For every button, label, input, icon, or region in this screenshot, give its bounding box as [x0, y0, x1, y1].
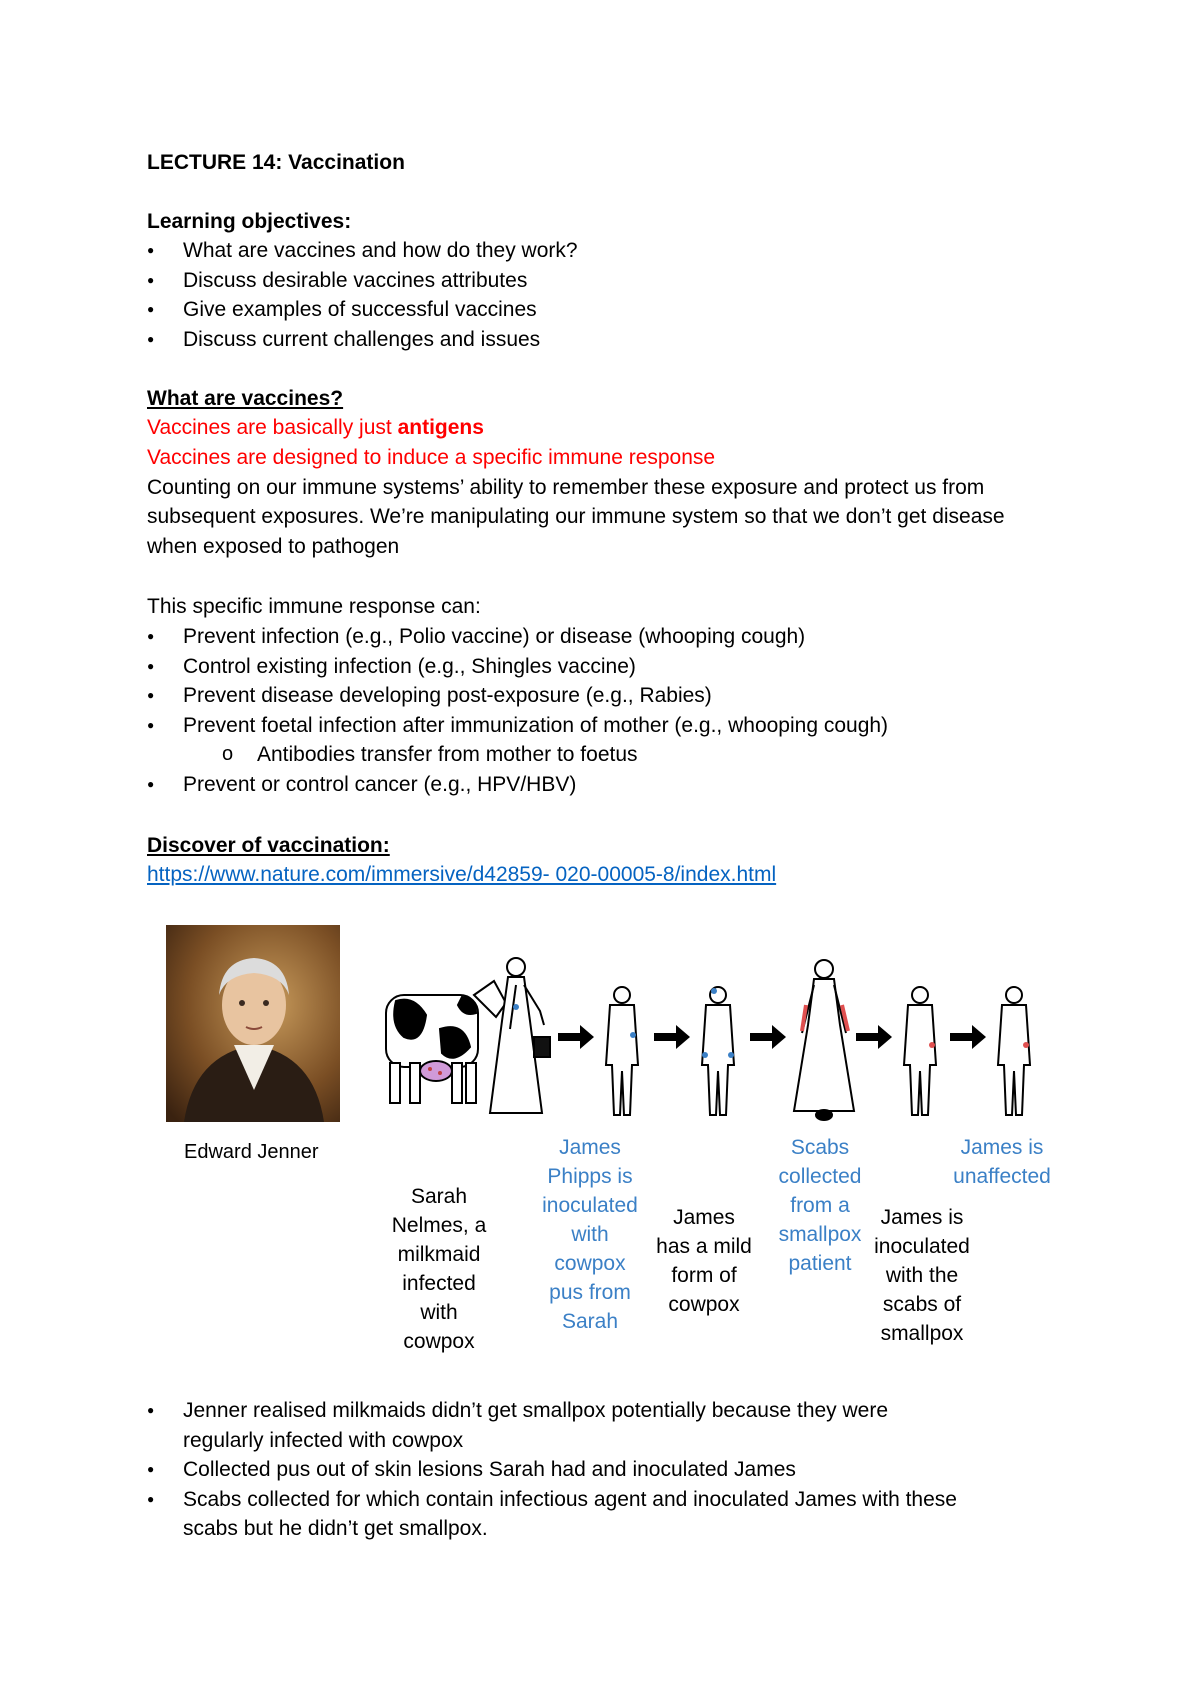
james-figure-4	[998, 987, 1030, 1115]
red-statement-1-text: Vaccines are basically just	[147, 416, 398, 439]
sub-list-item: o Antibodies transfer from mother to foetus	[110, 740, 888, 770]
caption-mild-cowpox: James has a mild form of cowpox	[656, 1206, 752, 1316]
list-item: ● What are vaccines and how do they work?	[110, 236, 578, 266]
james-figure-1	[606, 987, 638, 1115]
red-statement-2: Vaccines are designed to induce a specific immune response	[147, 446, 716, 469]
list-item: ● Prevent infection (e.g., Polio vaccine) or disease (whooping cough)	[110, 622, 888, 652]
red-statement-1	[147, 413, 484, 443]
portrait-caption: Edward Jenner	[184, 1141, 319, 1163]
section-heading-what: What are vaccines?	[147, 387, 344, 410]
antigens-emphasis: antigens	[397, 416, 484, 439]
james-figure-2	[702, 987, 734, 1115]
caption-scabs-collected: Scabs collected from a smallpox patient	[778, 1136, 862, 1275]
response-intro: This specific immune response can:	[147, 595, 481, 618]
summary-list	[110, 1396, 957, 1544]
page-title: LECTURE 14: Vaccination	[147, 151, 405, 174]
list-item: ● Prevent foetal infection after immunization of mother (e.g., whooping cough)	[110, 711, 888, 741]
paragraph-line: when exposed to pathogen	[147, 535, 400, 558]
jenner-figure	[164, 925, 1064, 1353]
milkmaid-figure	[490, 958, 550, 1113]
list-item: ● Prevent disease developing post-exposure (e.g., Rabies)	[110, 681, 888, 711]
caption-james-inoculated: James Phipps is inoculated with cowpox pus from Sarah	[542, 1136, 638, 1333]
list-item: ● Prevent or control cancer (e.g., HPV/HBV)	[110, 770, 888, 800]
paragraph-line: Counting on our immune systems’ ability to remember these exposure and protect us from	[147, 476, 985, 499]
section-heading-discover: Discover of vaccination:	[147, 834, 390, 857]
list-item: ● Collected pus out of skin lesions Sarah had and inoculated James	[110, 1455, 957, 1485]
cow-illustration	[386, 981, 506, 1103]
james-figure-3	[904, 987, 936, 1115]
smallpox-patient-figure	[794, 960, 854, 1120]
list-item: ● Jenner realised milkmaids didn’t get smallpox potentially because they were regularly infected with cowpox	[110, 1396, 957, 1455]
objectives-list	[110, 236, 578, 354]
caption-scabs-inoculated: James is inoculated with the scabs of smallpox	[874, 1206, 970, 1345]
objectives-heading: Learning objectives:	[147, 210, 352, 233]
response-list	[110, 622, 888, 799]
caption-unaffected: James is unaffected	[953, 1136, 1051, 1188]
caption-sarah: Sarah Nelmes, a milkmaid infected with cowpox	[391, 1185, 487, 1353]
list-item: ● Discuss desirable vaccines attributes	[110, 266, 578, 296]
nature-link[interactable]: https://www.nature.com/immersive/d42859- 020-00005-8/index.html	[147, 863, 777, 886]
list-item: ● Discuss current challenges and issues	[110, 325, 578, 355]
list-item: ● Control existing infection (e.g., Shingles vaccine)	[110, 652, 888, 682]
list-item: ● Scabs collected for which contain infectious agent and inoculated James with these scabs but he didn’t get smallpox.	[110, 1485, 957, 1544]
list-item: ● Give examples of successful vaccines	[110, 295, 578, 325]
paragraph-line: subsequent exposures. We’re manipulating our immune system so that we don’t get disease	[147, 505, 1005, 528]
edward-jenner-portrait	[166, 925, 340, 1122]
